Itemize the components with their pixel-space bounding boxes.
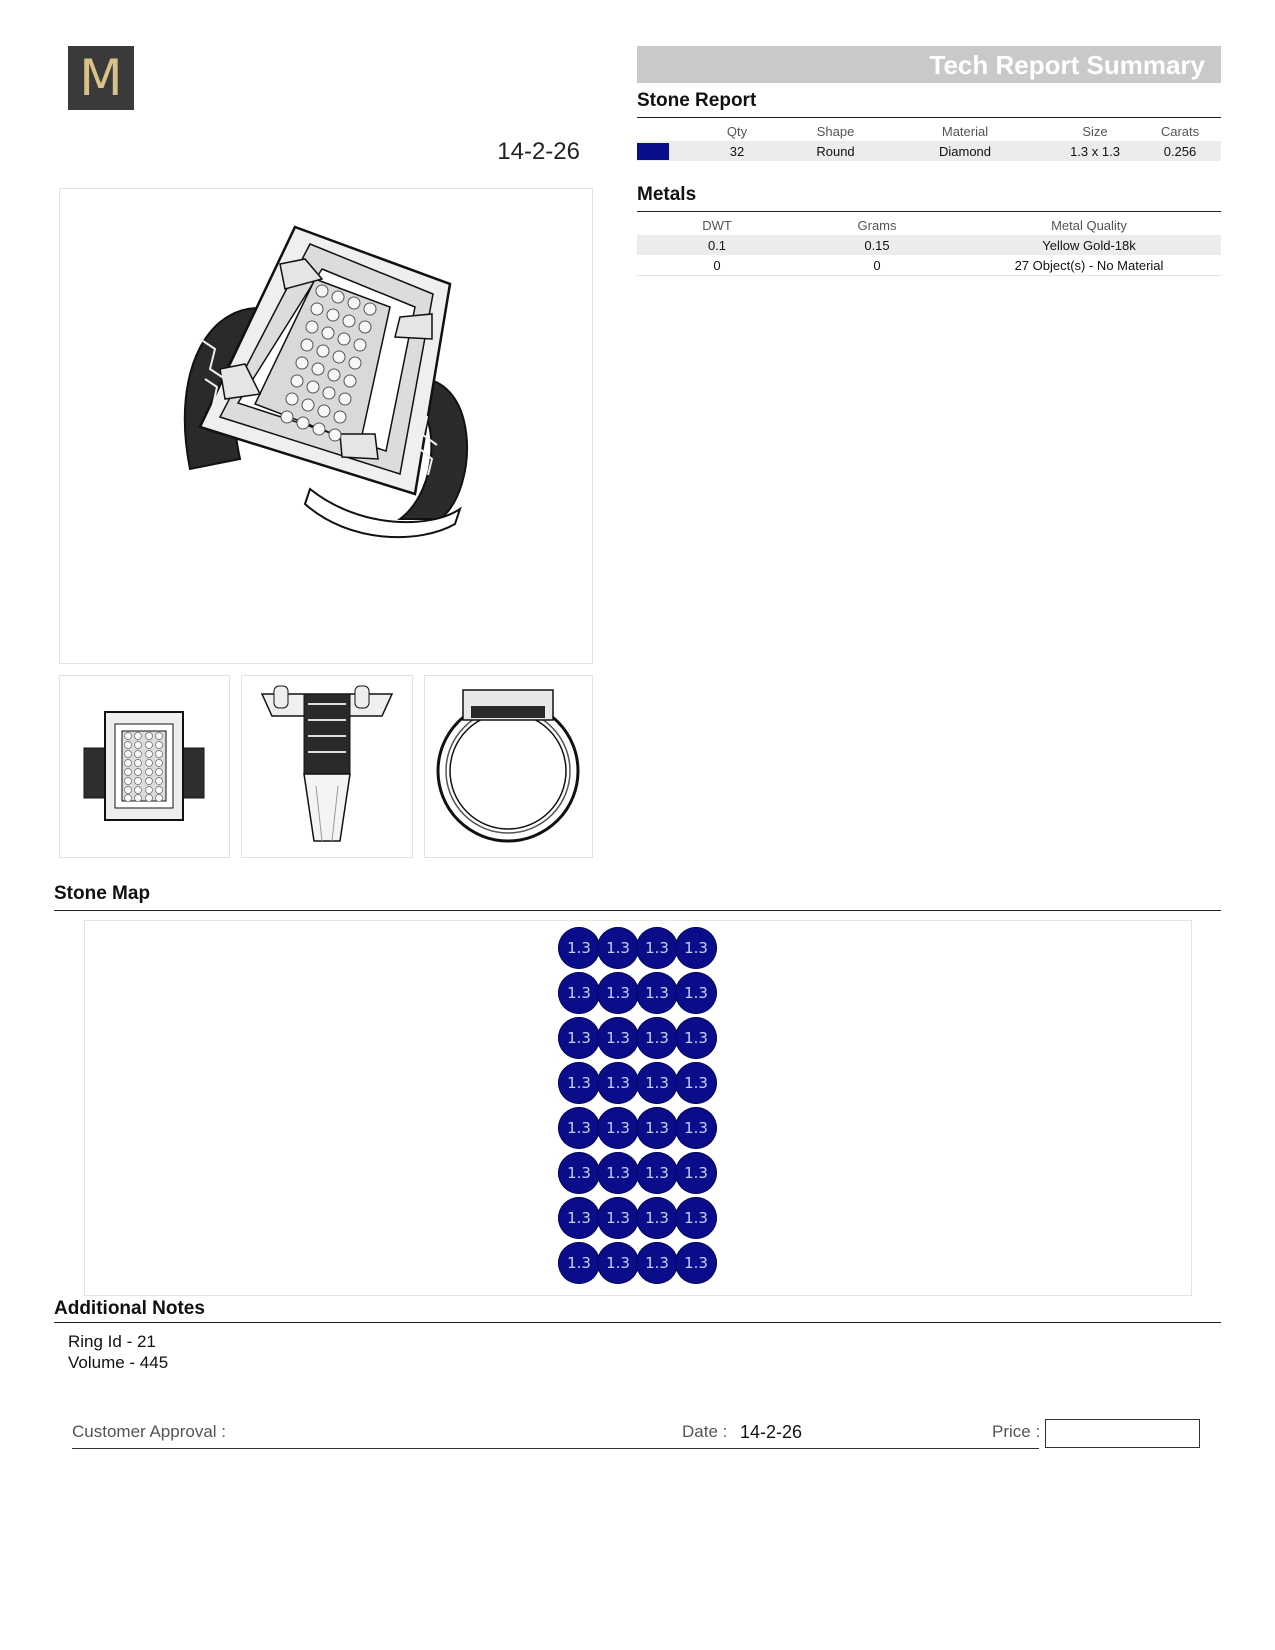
col-color xyxy=(637,121,682,141)
report-header-bar xyxy=(637,46,1221,83)
metal-grams: 0.15 xyxy=(797,235,957,255)
stone-marker: 1.3 xyxy=(636,1017,678,1059)
report-title: Tech Report Summary xyxy=(929,50,1205,80)
stone-size: 1.3 x 1.3 xyxy=(1051,141,1139,161)
date-label: Date : xyxy=(682,1422,728,1441)
stone-marker: 1.3 xyxy=(597,972,639,1014)
stone-report-title: Stone Report xyxy=(637,90,757,111)
stone-marker: 1.3 xyxy=(597,1107,639,1149)
stone-marker: 1.3 xyxy=(558,1017,600,1059)
ring-front-drawing xyxy=(425,676,592,857)
stone-marker: 1.3 xyxy=(636,1062,678,1104)
stone-marker: 1.3 xyxy=(558,1197,600,1239)
ring-side-view xyxy=(241,675,413,858)
col-qty: Qty xyxy=(726,123,748,139)
stone-marker: 1.3 xyxy=(636,1107,678,1149)
table-row xyxy=(637,255,1221,276)
stone-marker: 1.3 xyxy=(675,927,717,969)
table-row xyxy=(637,235,1221,255)
approval-date-value: 14-2-26 xyxy=(740,1422,803,1442)
stone-map-rule xyxy=(54,910,1221,911)
metals-rule xyxy=(637,211,1221,212)
price-input[interactable] xyxy=(1045,1419,1200,1448)
metals-title: Metals xyxy=(637,184,697,205)
stone-marker: 1.3 xyxy=(597,1152,639,1194)
stone-report-table xyxy=(637,121,1221,161)
ring-top-drawing xyxy=(60,676,229,857)
stone-marker: 1.3 xyxy=(636,1152,678,1194)
col-size: Size xyxy=(1082,123,1108,139)
stone-map-title: Stone Map xyxy=(54,883,151,904)
col-grams: Grams xyxy=(857,217,897,233)
stone-marker: 1.3 xyxy=(558,972,600,1014)
stone-marker: 1.3 xyxy=(675,972,717,1014)
stone-qty: 32 xyxy=(682,141,792,161)
metals-table xyxy=(637,215,1221,276)
metal-quality: 27 Object(s) - No Material xyxy=(957,255,1221,276)
customer-approval-label: Customer Approval : xyxy=(72,1422,227,1441)
stone-report-header-row xyxy=(637,121,1221,141)
ring-side-drawing xyxy=(242,676,412,857)
stone-marker: 1.3 xyxy=(675,1197,717,1239)
notes-title: Additional Notes xyxy=(54,1298,205,1319)
ring-perspective-drawing xyxy=(60,189,592,663)
metal-quality: Yellow Gold-18k xyxy=(957,235,1221,255)
price-label: Price : xyxy=(992,1422,1041,1441)
stone-marker: 1.3 xyxy=(636,972,678,1014)
stone-marker: 1.3 xyxy=(597,927,639,969)
stone-shape: Round xyxy=(792,141,879,161)
notes-rule xyxy=(54,1322,1221,1323)
stone-marker: 1.3 xyxy=(675,1242,717,1284)
stone-color-swatch xyxy=(637,141,682,161)
logo-letter: M xyxy=(79,49,123,107)
company-logo xyxy=(68,46,134,110)
stone-marker: 1.3 xyxy=(675,1107,717,1149)
col-metal-quality: Metal Quality xyxy=(1051,217,1127,233)
col-carats: Carats xyxy=(1160,123,1200,139)
stone-carats: 0.256 xyxy=(1139,141,1221,161)
stone-marker: 1.3 xyxy=(636,1197,678,1239)
stone-marker: 1.3 xyxy=(597,1017,639,1059)
ring-front-view xyxy=(424,675,593,858)
note-ring-id: Ring Id - 21 xyxy=(68,1332,156,1351)
stone-marker: 1.3 xyxy=(558,1107,600,1149)
approval-signature-line xyxy=(72,1448,1039,1449)
stone-marker: 1.3 xyxy=(558,1062,600,1104)
stone-marker: 1.3 xyxy=(675,1017,717,1059)
metal-dwt: 0.1 xyxy=(637,235,797,255)
col-material: Material xyxy=(941,123,989,139)
metals-header-row xyxy=(637,215,1221,235)
stone-marker: 1.3 xyxy=(597,1197,639,1239)
stone-marker: 1.3 xyxy=(675,1062,717,1104)
col-dwt: DWT xyxy=(702,217,732,233)
report-date: 14-2-26 xyxy=(497,138,580,165)
stone-marker: 1.3 xyxy=(558,927,600,969)
stone-material: Diamond xyxy=(879,141,1051,161)
stone-report-rule xyxy=(637,117,1221,118)
col-shape: Shape xyxy=(816,123,855,139)
ring-top-view xyxy=(59,675,230,858)
ring-main-view xyxy=(59,188,593,664)
stone-marker: 1.3 xyxy=(558,1152,600,1194)
metal-dwt: 0 xyxy=(637,255,797,276)
note-volume: Volume - 445 xyxy=(68,1353,169,1372)
metal-grams: 0 xyxy=(797,255,957,276)
stone-marker: 1.3 xyxy=(597,1242,639,1284)
stone-map xyxy=(84,920,1192,1296)
table-row xyxy=(637,141,1221,161)
stone-marker: 1.3 xyxy=(558,1242,600,1284)
stone-marker: 1.3 xyxy=(636,1242,678,1284)
stone-marker: 1.3 xyxy=(597,1062,639,1104)
stone-marker: 1.3 xyxy=(675,1152,717,1194)
stone-marker: 1.3 xyxy=(636,927,678,969)
